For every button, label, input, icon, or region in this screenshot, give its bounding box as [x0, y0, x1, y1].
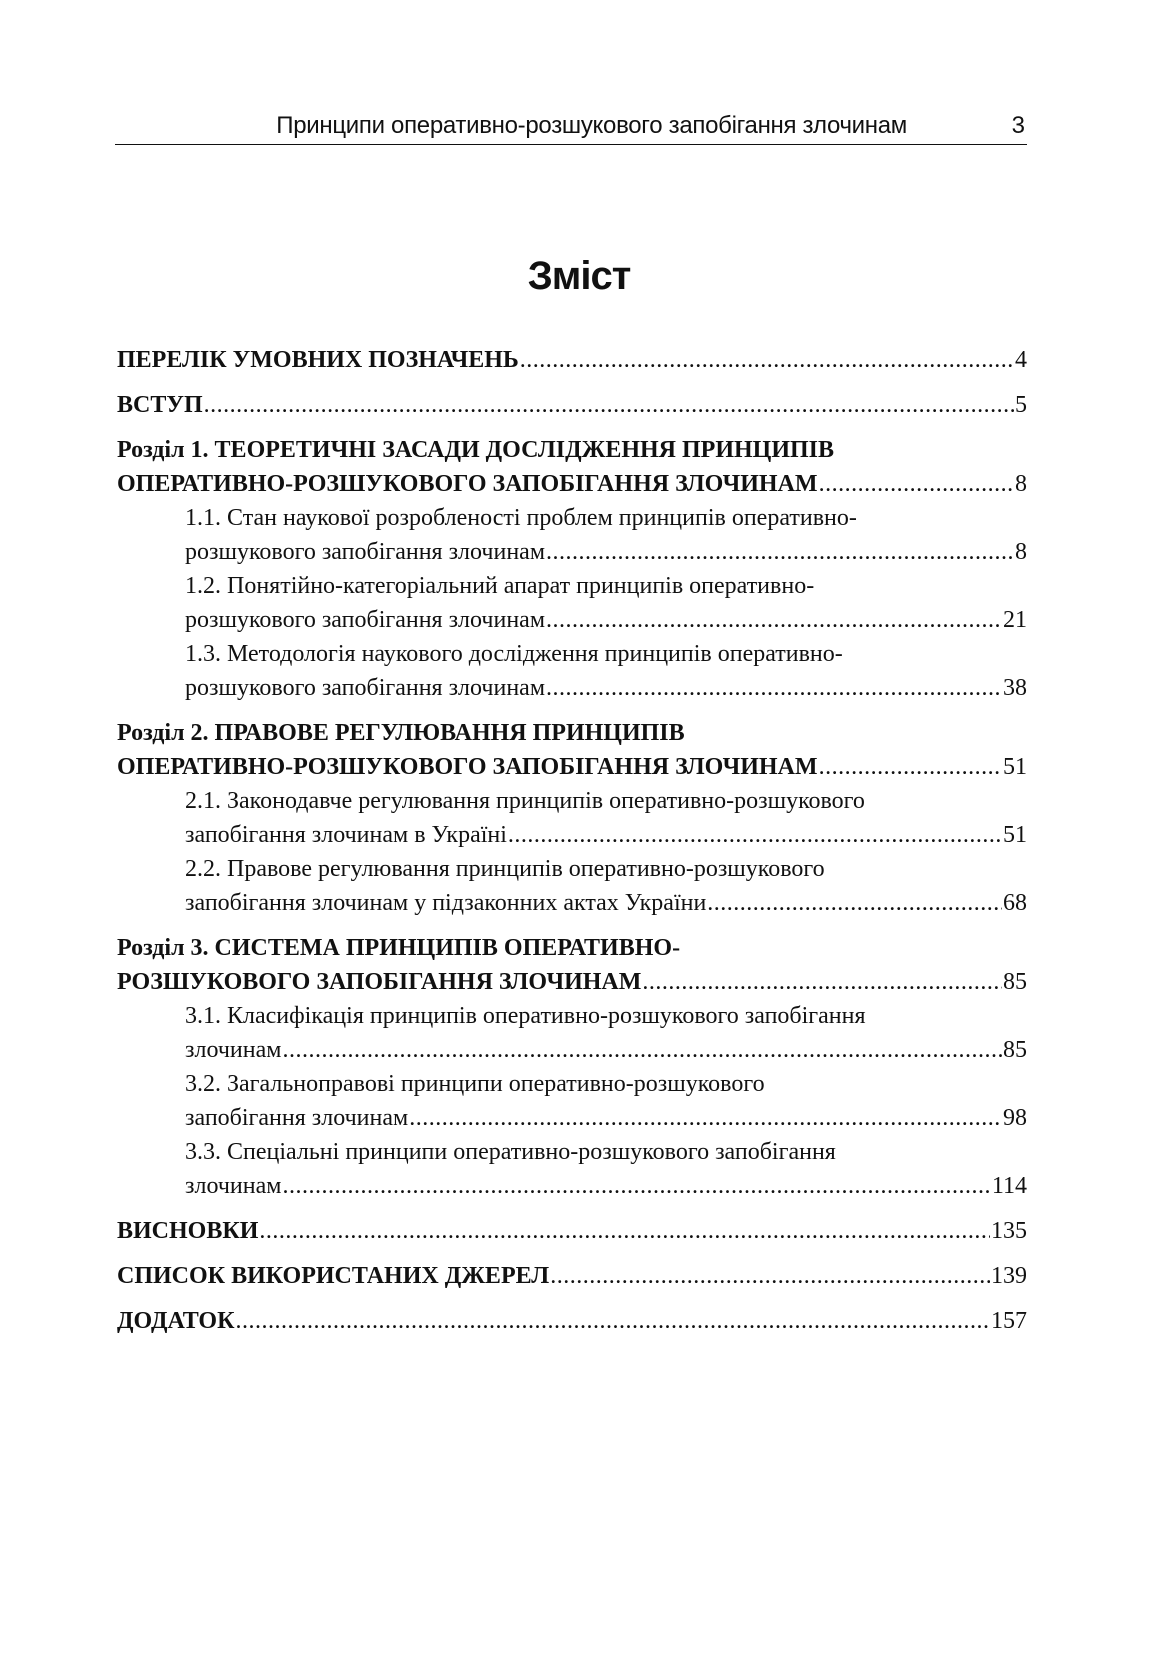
toc-line [185, 535, 1027, 569]
toc-line [185, 671, 1027, 705]
toc-page-number: 157 [991, 1308, 1027, 1334]
toc-line [117, 1304, 1027, 1338]
toc-entry-section-1-1[interactable] [117, 501, 1027, 569]
toc-entry-section-1-3[interactable] [117, 637, 1027, 705]
toc-entry-text: 2.1. Законодавче регулювання принципів оперативно-розшукового [185, 788, 865, 814]
toc-page-number: 51 [1003, 754, 1027, 780]
toc-page-number: 68 [1003, 890, 1027, 916]
running-title: Принципи оперативно-розшукового запобігання злочинам [276, 112, 907, 139]
toc-entry-text: ОПЕРАТИВНО-РОЗШУКОВОГО ЗАПОБІГАННЯ ЗЛОЧИНАМ [117, 471, 818, 497]
dot-leader [282, 1033, 1002, 1067]
toc-entry-references[interactable] [117, 1259, 1027, 1293]
toc-line [117, 388, 1027, 422]
dot-leader [546, 603, 1002, 637]
toc-page-number: 98 [1003, 1105, 1027, 1131]
toc-entry-text: ДОДАТОК [117, 1308, 235, 1334]
toc-page-number: 51 [1003, 822, 1027, 848]
toc-page-number: 8 [1015, 471, 1027, 497]
toc-entry-section-2-2[interactable] [117, 852, 1027, 920]
toc-line [185, 784, 1027, 818]
toc-entry-section-3-1[interactable] [117, 999, 1027, 1067]
toc-entry-text: запобігання злочинам у підзаконних актах України [185, 890, 707, 916]
toc-line [185, 501, 1027, 535]
toc-entry-text: 3.2. Загальноправові принципи оперативно-розшукового [185, 1071, 765, 1097]
dot-leader [546, 535, 1014, 569]
toc-line [117, 433, 1027, 467]
toc-page-number: 85 [1003, 969, 1027, 995]
dot-leader [235, 1304, 990, 1338]
page-title: Зміст [527, 254, 631, 298]
toc-page-number: 114 [991, 1173, 1027, 1199]
toc-entry-chapter-2[interactable] [117, 716, 1027, 784]
toc-entry-text: розшукового запобігання злочинам [185, 607, 546, 633]
toc-entry-section-2-1[interactable] [117, 784, 1027, 852]
toc-entry-text: 1.2. Понятійно-категоріальний апарат принципів оперативно- [185, 573, 815, 599]
toc-line [185, 886, 1027, 920]
dot-leader [204, 388, 1014, 422]
toc-line [117, 1214, 1027, 1248]
toc-entry-text: СПИСОК ВИКОРИСТАНИХ ДЖЕРЕЛ [117, 1263, 550, 1289]
toc-page-number: 8 [1015, 539, 1027, 565]
toc-line [185, 999, 1027, 1033]
running-header [115, 104, 1027, 145]
dot-leader [550, 1259, 990, 1293]
toc-entry-text: розшукового запобігання злочинам [185, 539, 546, 565]
toc-line [117, 1259, 1027, 1293]
toc-entry-text: злочинам [185, 1037, 282, 1063]
toc-line [185, 1067, 1027, 1101]
toc-line [185, 637, 1027, 671]
toc-line [117, 750, 1027, 784]
toc-page-number: 85 [1003, 1037, 1027, 1063]
toc-line [185, 569, 1027, 603]
toc-entry-text: 2.2. Правове регулювання принципів оперативно-розшукового [185, 856, 825, 882]
toc-entry-text: ПЕРЕЛІК УМОВНИХ ПОЗНАЧЕНЬ [117, 347, 519, 373]
toc-line [185, 1033, 1027, 1067]
dot-leader [546, 671, 1002, 705]
toc-entry-text: Розділ 1. ТЕОРЕТИЧНІ ЗАСАДИ ДОСЛІДЖЕННЯ ПРИНЦИПІВ [117, 437, 835, 463]
toc-entry-text: ВИСНОВКИ [117, 1218, 259, 1244]
toc-page-number: 38 [1003, 675, 1027, 701]
toc-entry-text: запобігання злочинам в Україні [185, 822, 507, 848]
dot-leader [819, 750, 1002, 784]
toc-entry-text: 3.1. Класифікація принципів оперативно-розшукового запобігання [185, 1003, 866, 1029]
toc-line [185, 603, 1027, 637]
toc-page-number: 135 [991, 1218, 1027, 1244]
toc-line [117, 965, 1027, 999]
toc-entry-appendix[interactable] [117, 1304, 1027, 1338]
toc-entry-introduction[interactable] [117, 388, 1027, 422]
dot-leader [707, 886, 1002, 920]
toc-line [185, 1101, 1027, 1135]
dot-leader [819, 467, 1014, 501]
toc-entry-conclusions[interactable] [117, 1214, 1027, 1248]
toc-line [117, 931, 1027, 965]
toc-entry-chapter-3[interactable] [117, 931, 1027, 999]
page-number: 3 [1011, 112, 1025, 139]
toc-entry-text: 1.3. Методологія наукового дослідження принципів оперативно- [185, 641, 843, 667]
dot-leader [282, 1169, 990, 1203]
toc-entry-section-3-2[interactable] [117, 1067, 1027, 1135]
toc-line [117, 343, 1027, 377]
toc-line [185, 818, 1027, 852]
toc-entry-text: запобігання злочинам [185, 1105, 409, 1131]
toc-entry-section-1-2[interactable] [117, 569, 1027, 637]
toc-entry-text: ВСТУП [117, 392, 203, 418]
toc-page-number: 21 [1003, 607, 1027, 633]
toc-entry-text: 1.1. Стан наукової розробленості проблем принципів оперативно- [185, 505, 857, 531]
toc-page-number: 139 [991, 1263, 1027, 1289]
dot-leader [642, 965, 1002, 999]
dot-leader [508, 818, 1002, 852]
dot-leader [520, 343, 1014, 377]
dot-leader [409, 1101, 1002, 1135]
toc-line [117, 467, 1027, 501]
toc-page-number: 4 [1015, 347, 1027, 373]
table-of-contents [117, 343, 1027, 1338]
toc-line [185, 1135, 1027, 1169]
toc-line [117, 716, 1027, 750]
dot-leader [259, 1214, 990, 1248]
toc-entry-section-3-3[interactable] [117, 1135, 1027, 1203]
toc-entry-text: розшукового запобігання злочинам [185, 675, 546, 701]
toc-page-number: 5 [1015, 392, 1027, 418]
toc-entry-text: 3.3. Спеціальні принципи оперативно-розшукового запобігання [185, 1139, 836, 1165]
toc-line [185, 1169, 1027, 1203]
toc-entry-text: РОЗШУКОВОГО ЗАПОБІГАННЯ ЗЛОЧИНАМ [117, 969, 642, 995]
toc-entry-text: Розділ 2. ПРАВОВЕ РЕГУЛЮВАННЯ ПРИНЦИПІВ [117, 720, 685, 746]
toc-entry-text: ОПЕРАТИВНО-РОЗШУКОВОГО ЗАПОБІГАННЯ ЗЛОЧИНАМ [117, 754, 818, 780]
toc-entry-abbreviations[interactable] [117, 343, 1027, 377]
toc-entry-chapter-1[interactable] [117, 433, 1027, 501]
toc-line [185, 852, 1027, 886]
toc-entry-text: злочинам [185, 1173, 282, 1199]
toc-entry-text: Розділ 3. СИСТЕМА ПРИНЦИПІВ ОПЕРАТИВНО- [117, 935, 681, 961]
